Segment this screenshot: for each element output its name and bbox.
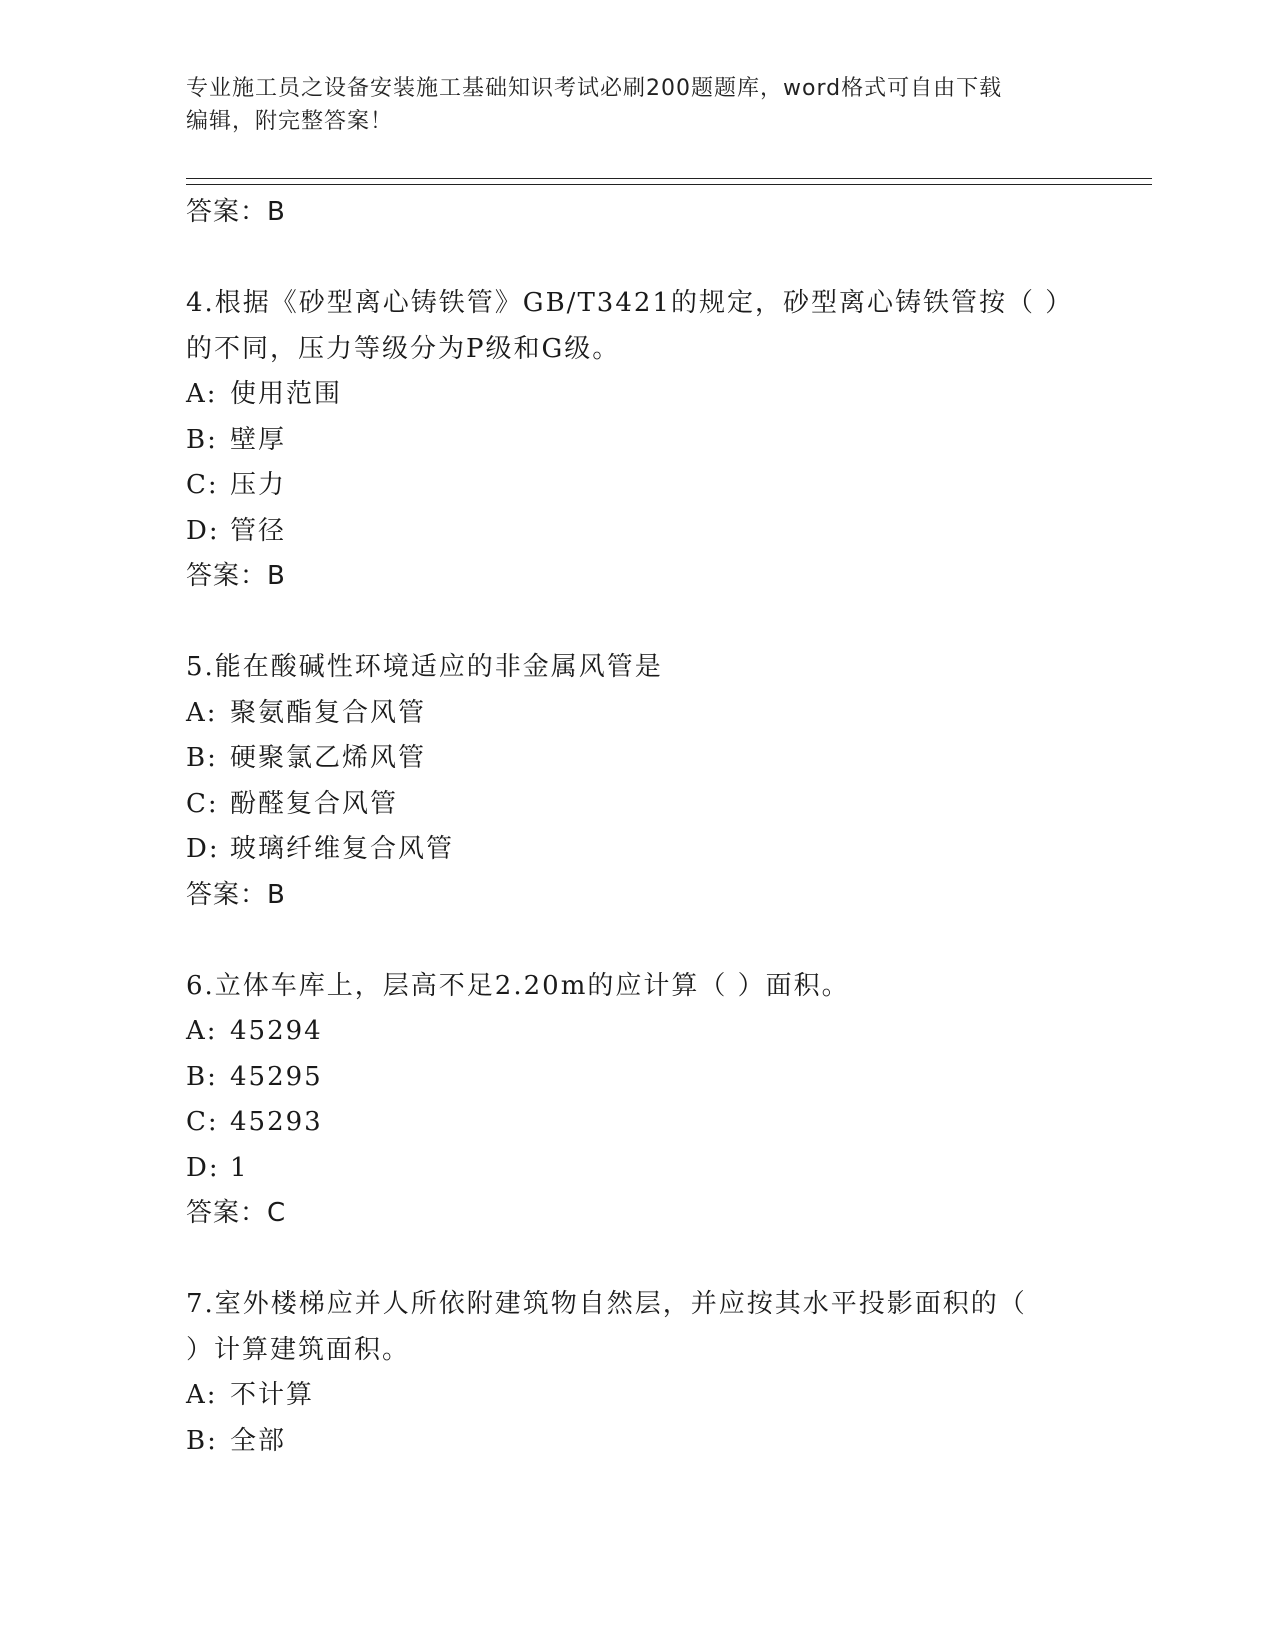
option-d	[186, 1146, 1086, 1192]
option-text: 硬聚氯乙烯风管	[230, 743, 427, 773]
header-line-2: 编辑，附完整答案！	[186, 109, 394, 134]
answer: 答案：B	[186, 879, 286, 910]
spacer	[186, 236, 1086, 282]
option-text: 压力	[230, 470, 287, 500]
previous-answer: 答案：B	[186, 197, 286, 227]
option-label: B:	[186, 1425, 218, 1456]
option-a	[186, 1009, 1086, 1055]
option-d	[186, 509, 1086, 555]
question-stem: 6.立体车库上，层高不足2.20m的应计算（ ）面积。	[186, 970, 850, 1001]
page-header	[186, 72, 1076, 138]
option-label: C:	[186, 1107, 219, 1137]
option-label: A:	[186, 697, 218, 728]
question-stem: ）计算建筑面积。	[186, 1334, 411, 1365]
option-label: B:	[186, 1061, 218, 1092]
option-text: 45294	[230, 1016, 323, 1046]
option-c	[186, 463, 1086, 509]
question-6	[186, 964, 1086, 1237]
question-5	[186, 645, 1086, 918]
option-label: A:	[186, 1016, 218, 1046]
spacer	[186, 918, 1086, 964]
question-stem: 5.能在酸碱性环境适应的非金属风管是	[186, 652, 663, 682]
option-b	[186, 1055, 1086, 1101]
option-label: B:	[186, 743, 218, 773]
option-label: C:	[186, 788, 219, 819]
option-c	[186, 782, 1086, 828]
option-text: 45293	[230, 1107, 323, 1137]
option-text: 壁厚	[230, 424, 287, 455]
option-c	[186, 1100, 1086, 1146]
option-a	[186, 691, 1086, 737]
option-label: A:	[186, 1380, 218, 1410]
spacer	[186, 1237, 1086, 1283]
question-4	[186, 281, 1086, 600]
option-text: 全部	[230, 1425, 287, 1456]
option-text: 聚氨酯复合风管	[230, 697, 427, 728]
header-double-rule	[186, 178, 1152, 185]
option-a	[186, 372, 1086, 418]
option-d	[186, 827, 1086, 873]
question-stem: 4.根据《砂型离心铸铁管》GB/T3421的规定，砂型离心铸铁管按（ ）	[186, 288, 1074, 318]
question-stem: 7.室外楼梯应并人所依附建筑物自然层，并应按其水平投影面积的（	[186, 1289, 1027, 1319]
document-body	[186, 190, 1086, 1464]
option-text: 玻璃纤维复合风管	[230, 834, 455, 864]
answer: 答案：B	[186, 561, 286, 591]
option-b	[186, 418, 1086, 464]
option-text: 酚醛复合风管	[230, 788, 399, 819]
option-label: D:	[186, 834, 220, 864]
question-7	[186, 1282, 1086, 1464]
option-a	[186, 1373, 1086, 1419]
option-label: D:	[186, 1152, 220, 1183]
option-label: D:	[186, 515, 220, 546]
option-b	[186, 736, 1086, 782]
option-text: 45295	[230, 1061, 323, 1092]
question-stem: 的不同，压力等级分为P级和G级。	[186, 333, 621, 364]
option-label: B:	[186, 424, 218, 455]
header-line-1: 专业施工员之设备安装施工基础知识考试必刷200题题库，word格式可自由下载	[186, 76, 1003, 101]
option-text: 使用范围	[230, 379, 343, 409]
option-label: A:	[186, 379, 218, 409]
option-text: 1	[230, 1152, 249, 1183]
option-b	[186, 1419, 1086, 1465]
option-text: 管径	[230, 515, 287, 546]
option-text: 不计算	[230, 1380, 315, 1410]
option-label: C:	[186, 470, 219, 500]
spacer	[186, 600, 1086, 646]
answer: 答案：C	[186, 1198, 287, 1228]
